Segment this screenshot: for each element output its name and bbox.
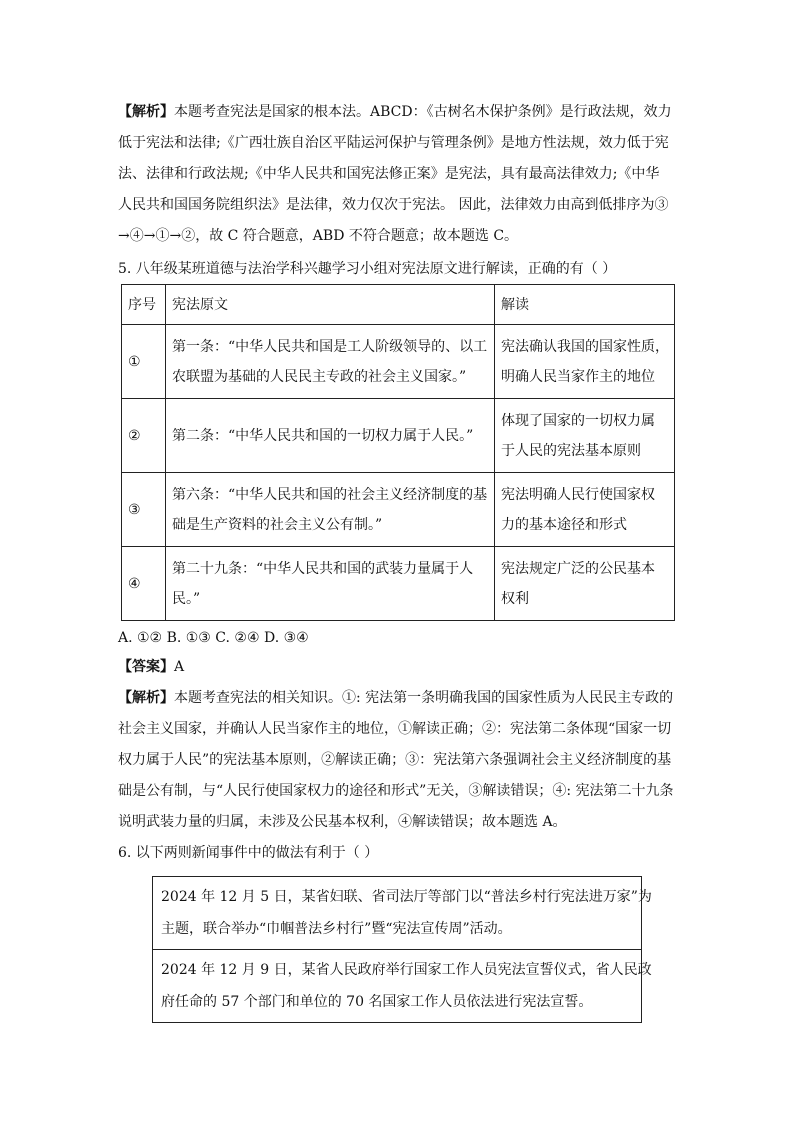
- news-item: 2024 年 12 月 5 日，某省妇联、省司法厅等部门以“普法乡村行宪法进万家”为 主题，联合举办“巾帼普法乡村行”暨“宪法宣传周”活动。: [153, 877, 642, 950]
- row-reading: 宪法明确人民行使国家权 力的基本途径和形式: [495, 473, 675, 547]
- answer-value: A: [174, 659, 185, 675]
- row-text: 第一条：“中华人民共和国是工人阶级领导的、以工 农联盟为基础的人民民主专政的社会主义国家。”: [166, 325, 495, 399]
- question-5-stem: 5. 八年级某班道德与法治学科兴趣学习小组对宪法原文进行解读，正确的有（ ）: [118, 261, 617, 277]
- row-number: ①: [122, 325, 166, 399]
- table-header-row: [122, 285, 675, 325]
- row-text: 第六条：“中华人民共和国的社会主义经济制度的基 础是生产资料的社会主义公有制。”: [166, 473, 495, 547]
- analysis-line: →④→①→②，故 C 符合题意，ABD 不符合题意；故本题选 C。: [118, 228, 519, 244]
- analysis-tag: 【解析】: [118, 104, 174, 120]
- analysis-line: 础是公有制，与“人民行使国家权力的途径和形式”无关，③解读错误；④: 宪法第二十九条: [118, 783, 674, 799]
- news-item: 2024 年 12 月 9 日，某省人民政府举行国家工作人员宪法宣誓仪式，省人民政 府任命的 57 个部门和单位的 70 名国家工作人员依法进行宪法宣誓。: [153, 950, 642, 1023]
- row-reading: 宪法规定广泛的公民基本 权利: [495, 547, 675, 621]
- row-text: 第二十九条：“中华人民共和国的武装力量属于人 民。”: [166, 547, 495, 621]
- analysis-line: 法、法律和行政法规;《中华人民共和国宪法修正案》是宪法，具有最高法律效力;《中华: [118, 166, 660, 182]
- analysis-line: 社会主义国家，并确认人民当家作主的地位，①解读正确；②：宪法第二条体现“国家一切: [118, 721, 672, 737]
- analysis-line: 权力属于人民”的宪法基本原则，②解读正确；③：宪法第六条强调社会主义经济制度的基: [118, 752, 672, 768]
- table-row: [122, 399, 675, 473]
- news-row: [153, 950, 642, 1023]
- analysis-tag: 【解析】: [118, 690, 174, 706]
- news-row: [153, 877, 642, 950]
- row-reading: 体现了国家的一切权力属 于人民的宪法基本原则: [495, 399, 675, 473]
- analysis-line: 本题考查宪法的相关知识。①: 宪法第一条明确我国的国家性质为人民民主专政的: [174, 690, 674, 706]
- row-number: ②: [122, 399, 166, 473]
- table-row: [122, 473, 675, 547]
- header-number: 序号: [122, 285, 166, 325]
- row-text: 第二条：“中华人民共和国的一切权力属于人民。”: [166, 399, 495, 473]
- question-5-analysis: [118, 683, 678, 838]
- header-text: 宪法原文: [166, 285, 495, 325]
- question-6-stem: 6. 以下两则新闻事件中的做法有利于（ ）: [118, 845, 379, 861]
- analysis-line: 低于宪法和法律;《广西壮族自治区平陆运河保护与管理条例》是地方性法规，效力低于宪: [118, 135, 669, 151]
- question-5-choices: A. ①② B. ①③ C. ②④ D. ③④: [118, 630, 309, 646]
- header-reading: 解读: [495, 285, 675, 325]
- row-reading: 宪法确认我国的国家性质， 明确人民当家作主的地位: [495, 325, 675, 399]
- analysis-line: 本题考查宪法是国家的根本法。ABCD：《古树名木保护条例》是行政法规，效力: [174, 104, 672, 120]
- analysis-line: 人民共和国国务院组织法》是法律，效力仅次于宪法。 因此，法律效力由高到低排序为③: [118, 197, 669, 213]
- constitution-table: [121, 284, 675, 621]
- row-number: ④: [122, 547, 166, 621]
- analysis-line: 说明武装力量的归属，未涉及公民基本权利，④解读错误；故本题选 A。: [118, 814, 567, 830]
- table-row: [122, 325, 675, 399]
- answer-tag: 【答案】: [118, 659, 174, 675]
- news-table: [152, 876, 652, 1023]
- question-5-answer: [118, 652, 678, 683]
- table-row: [122, 547, 675, 621]
- row-number: ③: [122, 473, 166, 547]
- previous-analysis: [118, 97, 678, 252]
